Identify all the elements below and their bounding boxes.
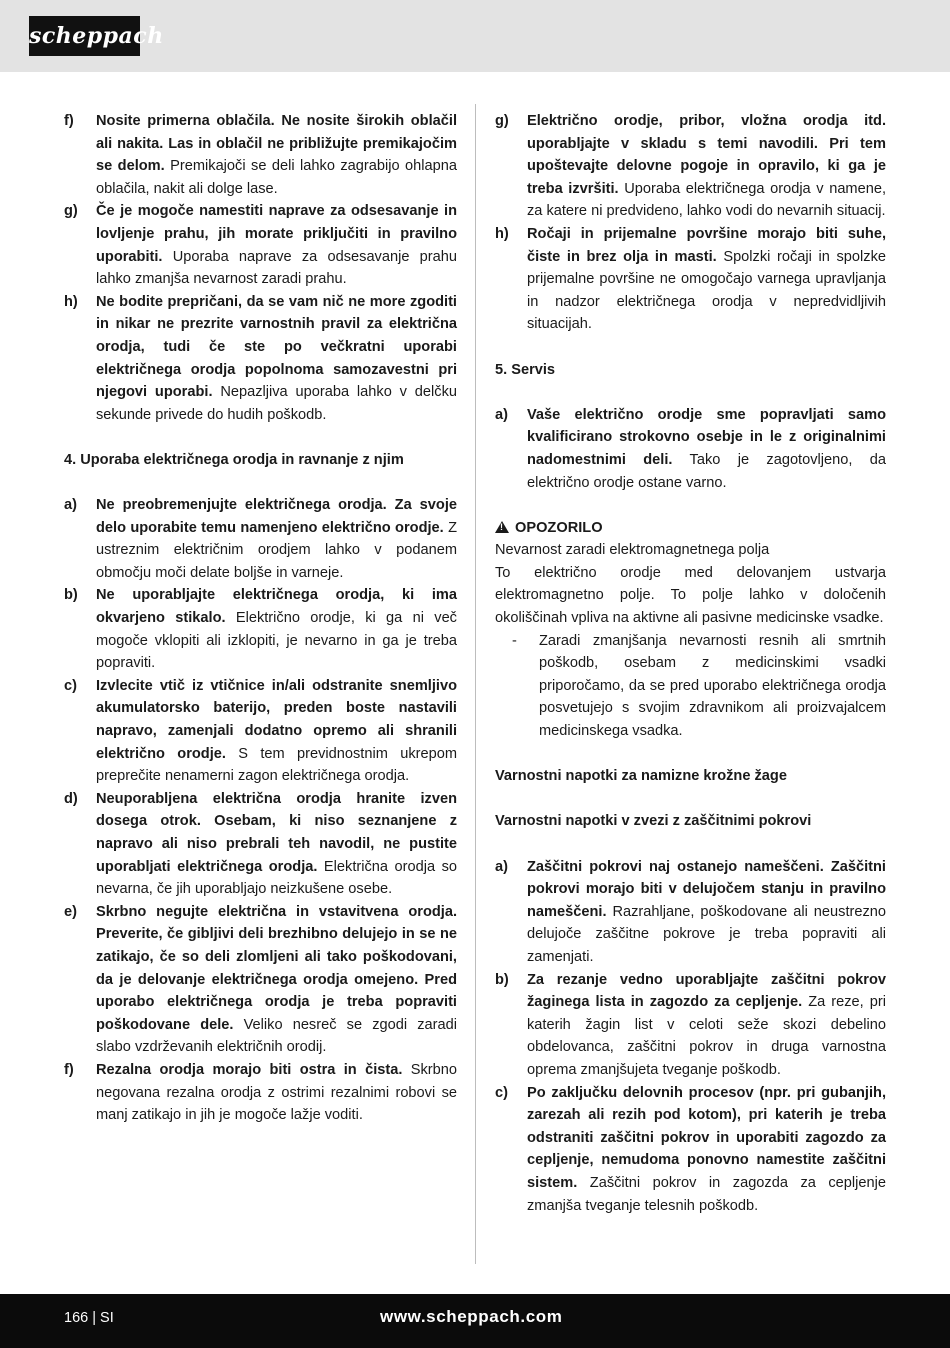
list-items-b xyxy=(64,494,457,1127)
warning-subtitle: Nevarnost zaradi elektromagnetnega polja xyxy=(495,542,770,559)
warning-icon xyxy=(495,521,509,533)
list-item: a) Ne preobremenjujte električnega orodja. Za svoje delo uporabite temu namenjeno električno orodje. Z ustreznim električnim orodjem lahko v podanem območju moči delate boljše in varneje. xyxy=(64,497,457,581)
list-item: h) Ne bodite prepričani, da se vam nič ne more zgoditi in nikar ne prezrite varnostnih pravil za električna orodja, tudi če ste po večkratni uporabi električnega orodja popolnoma samozavestni pri njegovi uporabi. Nepazljiva uporaba lahko v delčku sekunde privede do hudih poškodb. xyxy=(64,293,457,423)
page-number: 166 | SI xyxy=(64,1310,114,1326)
list-item: a) Zaščitni pokrovi naj ostanejo nameščeni. Zaščitni pokrovi morajo biti v delujočem stanju in pravilno nameščeni. Razrahljane, poškodovane ali neustrezno delujoče zaščitne pokrove je treba popraviti ali zamenjati. xyxy=(495,858,886,965)
list-item: g) Če je mogoče namestiti naprave za odsesavanje in lovljenje prahu, jih morate priključiti in pravilno uporabiti. Uporaba naprave za odsesavanje prahu lahko zmanjša nevarnost zaradi prahu. xyxy=(64,203,457,288)
list-item: e) Skrbno negujte električna in vstavitvena orodja. Preverite, če gibljivi deli brezhibno delujejo in se ne zatikajo, če so deli zlomljeni ali tako poškodovani, da je delovanje električnega orodja omejeno. Pred uporabo električnega orodja je treba popraviti poškodovane dele. Veliko nesreč se zgodi zaradi slabo vzdrževanih električnih orodij. xyxy=(64,903,457,1056)
page-footer xyxy=(0,1294,950,1348)
column-divider xyxy=(475,104,476,1264)
warning-title: !OPOZORILO xyxy=(495,517,886,540)
list-item: b) Za rezanje vedno uporabljajte zaščitni pokrov žaginega lista in zagozdo za cepljenje. Za reze, pri katerih žagin list v celoti seže skozi debelino obdelovanca, zaščitni pokrov in druga varnostna oprema zmanjšujeta tveganje poškodb. xyxy=(495,971,886,1078)
list-items-a xyxy=(495,110,886,336)
warning-bullet: - Zaradi zmanjšanja nevarnosti resnih ali smrtnih poškodb, osebam z medicinskimi vsadki priporočamo, da se pred uporabo električnega orodja posvetujejo s svojim zdravnikom ali proizvajalcem medicinskega vsadka. xyxy=(512,632,886,740)
warning-body: To električno orodje med delovanjem ustvarja elektromagnetno polje. To polje lahko v določenih okoliščinah vpliva na aktivne ali pasivne medicinske vsadke. xyxy=(495,564,886,627)
list-item: f) Nosite primerna oblačila. Ne nosite širokih oblačil ali nakita. Las in oblačil ne približujte premikajočim se delom. Premikajoči se deli lahko zagrabijo ohlapna oblačila, nakit ali dolge lase. xyxy=(64,113,457,197)
list-item: b) Ne uporabljajte električnega orodja, ki ima okvarjeno stikalo. Električno orodje, ki ga ni več mogoče vklopiti ali izklopiti, je nevarno in ga je treba popraviti. xyxy=(64,587,457,672)
list-item: c) Izvlecite vtič iz vtičnice in/ali odstranite snemljivo akumulatorsko baterijo, preden boste nastavili napravo, zamenjali dodatno opremo ali shranili električno orodje. S tem previdnostnim ukrepom preprečite nenamerni zagon električnega orodja. xyxy=(64,677,457,785)
list-item: g) Električno orodje, pribor, vložna orodja itd. uporabljajte v skladu s temi navodili. Pri tem upoštevajte delovne pogoje in opravilo, ki ga je treba izvršiti. Uporaba električnega orodja v namene, za katere ni predvideno, lahko vodi do nevarnih situacij. xyxy=(495,113,886,220)
guards-heading: Varnostni napotki v zvezi z zaščitnimi pokrovi xyxy=(495,813,812,830)
right-column xyxy=(495,110,886,1217)
list-item: f) Rezalna orodja morajo biti ostra in čista. Skrbno negovana rezalna orodja z ostrimi rezalnimi robovi se manj zatikajo in jih je mogoče lažje voditi. xyxy=(64,1061,458,1124)
table-saw-heading: Varnostni napotki za namizne krožne žage xyxy=(495,768,787,785)
list-item: a) Vaše električno orodje sme popravljati samo kvalificirano strokovno osebje in le z originalnimi nadomestnimi deli. Tako je zagotovljeno, da električno orodje ostane varno. xyxy=(495,406,886,491)
list-items-c xyxy=(495,856,886,1218)
list-item: c) Po zaključku delovnih procesov (npr. pri gubanjih, zarezah ali rezih pod kotom), pri katerih je treba odstraniti zaščitni pokrov in uporabiti zagozdo za cepljenje, nemudoma ponovno namestite zaščitni sistem. Zaščitni pokrov in zagozda za cepljenje zmanjša tveganje telesnih poškodb. xyxy=(495,1084,886,1214)
list-items-a xyxy=(64,110,457,426)
section-5-heading: 5. Servis xyxy=(495,361,556,378)
list-item: h) Ročaji in prijemalne površine morajo biti suhe, čiste in brez olja in masti. Spolzki ročaji in spolzke prijemalne površine ne omogočajo varnega upravljanja in nadzor električnega orodja v nepredvidljivih situacijah. xyxy=(495,225,886,333)
website-link[interactable]: www.scheppach.com xyxy=(380,1307,563,1326)
brand-logo: scheppach xyxy=(29,16,140,56)
page-header xyxy=(0,0,950,72)
left-column xyxy=(64,110,457,1127)
section-4-heading: 4. Uporaba električnega orodja in ravnanje z njim xyxy=(64,451,404,468)
list-item: d) Neuporabljena električna orodja hranite izven dosega otrok. Osebam, ki niso seznanjene z napravo ali niso prebrali teh navodil, ne pustite uporabljati električnega orodja. Električna orodja so nevarna, če jih uporabljajo neizkušene osebe. xyxy=(64,790,457,898)
